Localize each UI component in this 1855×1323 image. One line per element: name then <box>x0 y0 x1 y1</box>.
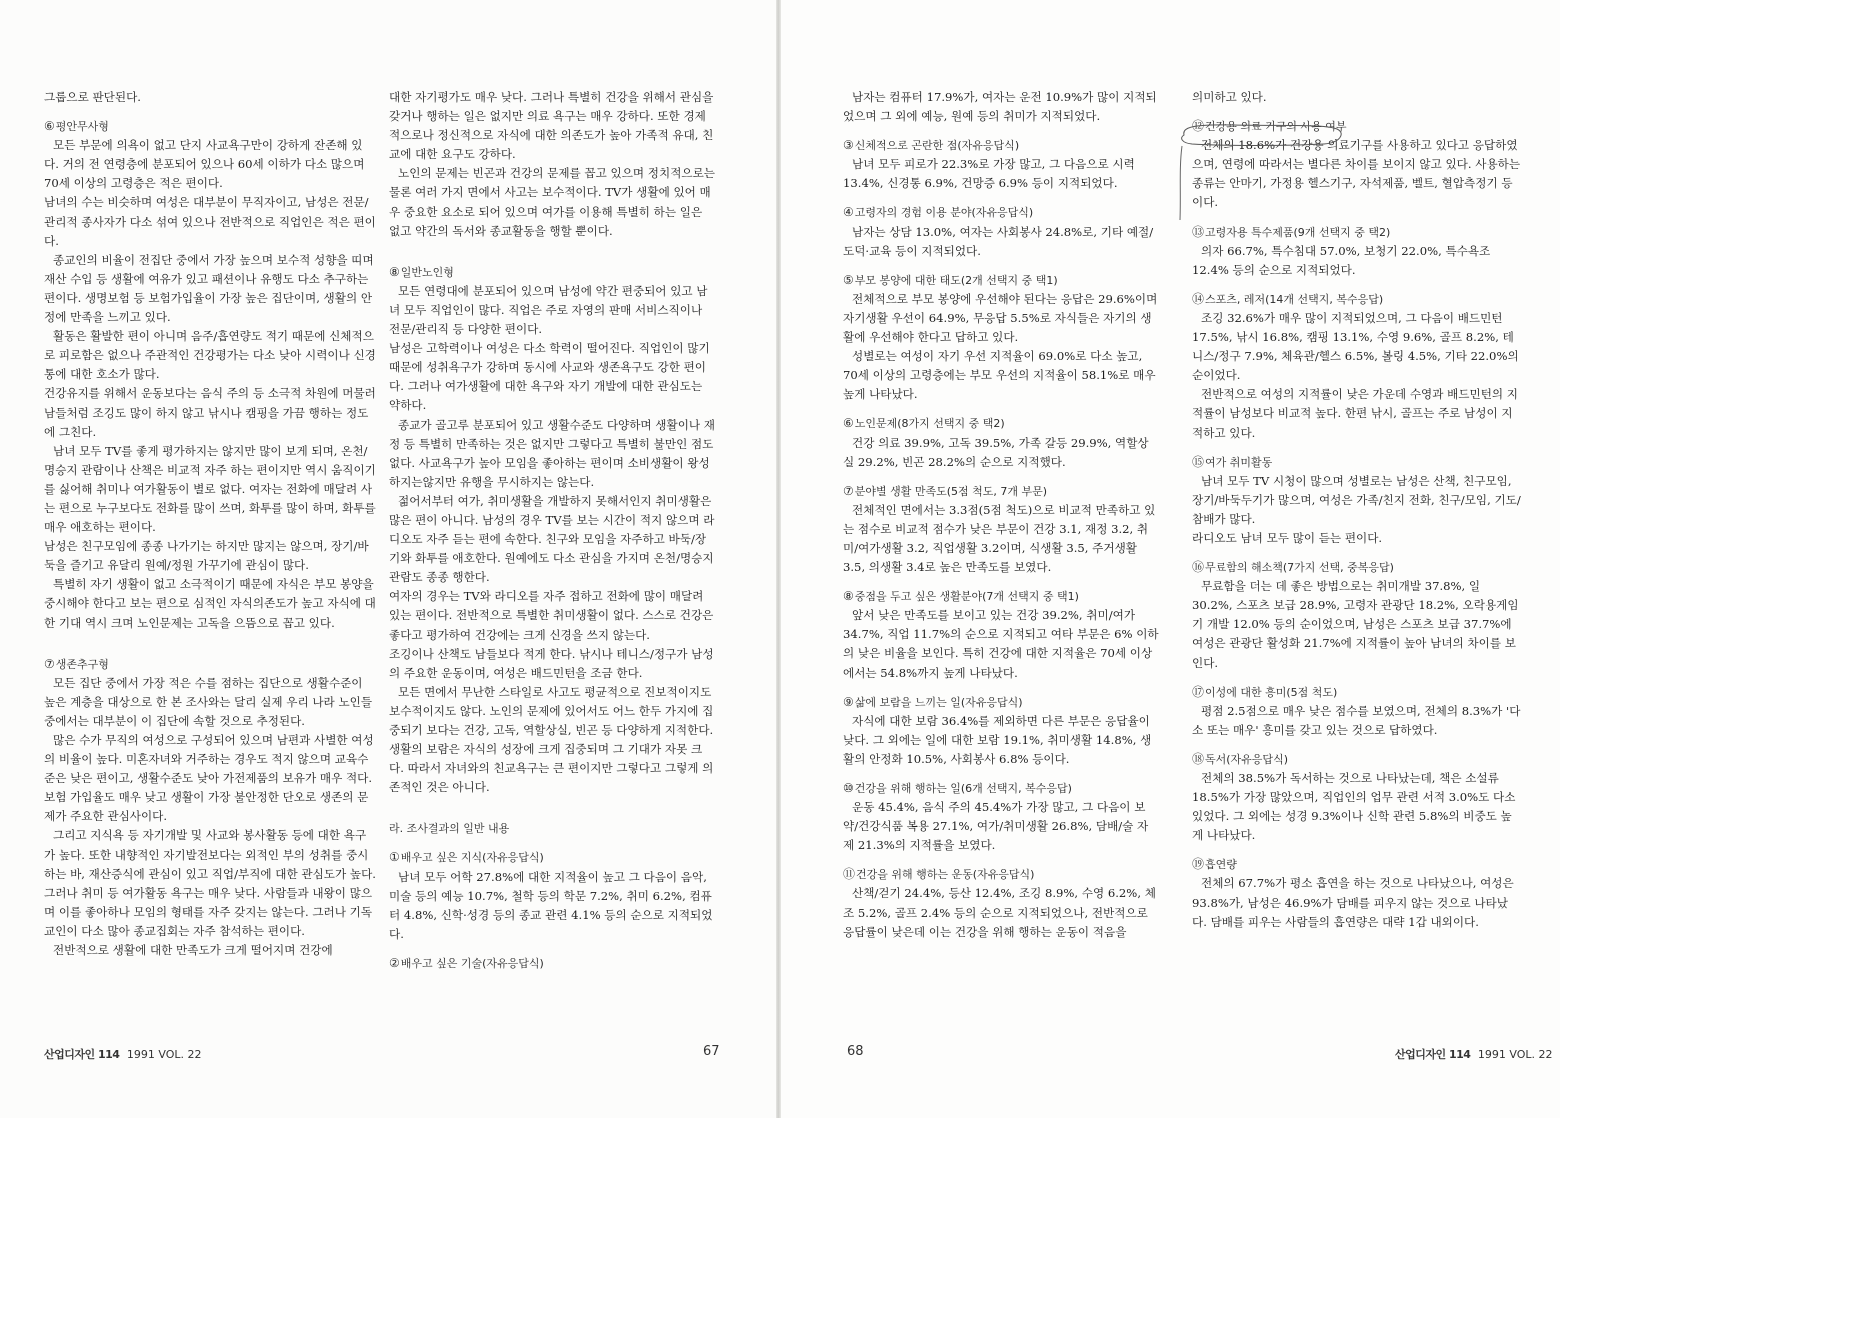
paragraph: 무료함을 더는 데 좋은 방법으로는 취미개발 37.8%, 일 30.2%, 스포츠 보급 28.9%, 고령자 관광단 18.2%, 오락용게임기 개발 12.0% 등의 순이었으며, 남성은 스포츠 보급 37.7%에 여성은 관광단 활성화 21.7%에 지적률이 높아 남녀의 차이를 보인다. <box>1192 579 1519 670</box>
section-title: 노인문제(8가지 선택지 중 택2) <box>854 417 1005 431</box>
paragraph: 여자의 경우는 TV와 라디오를 자주 접하고 전화에 많이 매달려 있는 편이다. 전반적으로 특별한 취미생활이 없다. 스스로 건강은 좋다고 평가하여 건강에는 크게 신경을 쓰지 않는다. <box>389 589 714 642</box>
section-heading <box>1192 290 1522 309</box>
section-heading <box>843 136 1159 155</box>
section-number: ⑩ <box>843 781 854 795</box>
section-number: ⑤ <box>843 272 854 287</box>
paragraph: 남자는 컴퓨터 17.9%가, 여자는 운전 10.9%가 많이 지적되었으며 그 외에 예능, 원예 등의 취미가 지적되었다. <box>843 90 1157 124</box>
paragraph: 남녀의 수는 비슷하며 여성은 대부분이 무직자이고, 남성은 전문/관리적 종사자가 다소 섞여 있으나 전반적으로 직업인은 적은 편이다. <box>44 195 376 248</box>
page-number-right: 68 <box>847 1044 864 1059</box>
section-number: ⑭ <box>1192 291 1205 306</box>
section-heading <box>843 271 1159 290</box>
section-title: 독서(자유응답식) <box>1205 752 1288 766</box>
section-number: ⑦ <box>843 483 854 498</box>
section-heading <box>1192 453 1522 472</box>
paragraph: 종교가 골고루 분포되어 있고 생활수준도 다양하며 생활이나 재정 등 특별히 만족하는 것은 없지만 그렇다고 특별히 불만인 점도 없다. 사교욕구가 높아 모임을 좋아하는 편이며 소비생활이 왕성하지는않지만 유행을 무시하지는 않는다. <box>389 417 715 489</box>
section-heading <box>843 482 1159 501</box>
section-heading <box>843 693 1159 712</box>
paragraph: 전반적으로 여성의 지적률이 낮은 가운데 수영과 배드민턴의 지적률이 남성보다 비교적 높다. 한편 낚시, 골프는 주로 남성이 지적하고 있다. <box>1192 387 1518 440</box>
section-heading <box>1192 683 1522 702</box>
paragraph: 조깅 32.6%가 매우 많이 지적되었으며, 그 다음이 배드민턴 17.5%, 낚시 16.8%, 캠핑 13.1%, 수영 9.6%, 골프 8.2%, 테니스/정구 7.9%, 체육관/헬스 6.5%, 볼링 4.5%, 기타 22.0%의 순이었다. <box>1192 310 1519 383</box>
paragraph: 건강 의료 39.9%, 고독 39.5%, 가족 갈등 29.9%, 역할상실 29.2%, 빈곤 28.2%의 순으로 지적했다. <box>843 435 1149 469</box>
paragraph: 전체적인 면에서는 3.3점(5점 척도)으로 비교적 만족하고 있는 점수로 비교적 점수가 낮은 부문이 건강 3.1, 재정 3.2, 취미/여가생활 3.2, 직업생활 3.2이며, 식생활 3.5, 주거생활 3.5, 의생활 3.4로 높은 만족도를 보였다. <box>843 502 1156 575</box>
left-footer <box>44 1046 202 1062</box>
section-number: ② <box>389 955 400 970</box>
left-page <box>0 0 776 1118</box>
paragraph: 산책/걷기 24.4%, 등산 12.4%, 조깅 8.9%, 수영 6.2%, 체조 5.2%, 골프 2.4% 등의 순으로 지적되었으나, 전반적으로 응답률이 낮은데 이는 건강을 위해 행하는 운동이 적음을 <box>843 886 1156 939</box>
section-title: 흡연량 <box>1205 858 1237 872</box>
paragraph: 모든 부문에 의욕이 없고 단지 사교욕구만이 강하게 잔존해 있다. 거의 전 연령층에 분포되어 있으나 60세 이하가 다소 많으며 70세 이상의 고령층은 적은 편이다. <box>44 138 365 191</box>
section-title: 건강을 위해 행하는 운동(자유응답식) <box>856 868 1035 882</box>
issue-info: 1991 VOL. 22 <box>1477 1048 1553 1061</box>
section-number: ⑧ <box>389 264 400 279</box>
paragraph: 모든 면에서 무난한 스타일로 사고도 평균적으로 진보적이지도 보수적이지도 않다. 노인의 문제에 있어서도 어느 한두 가지에 집중되기 보다는 건강, 고독, 역할상실, 빈곤 등 다양하게 지적한다. 생활의 보람은 자식의 성장에 크게 집중되며 그 기대가 자못 크다. 따라서 자녀와의 친교욕구는 큰 편이지만 그렇다고 그렇게 의존적인 것은 아니다. <box>389 684 714 795</box>
paragraph: 남녀 모두 어학 27.8%에 대한 지적율이 높고 그 다음이 음악, 미술 등의 예능 10.7%, 철학 등의 학문 7.2%, 취미 6.2%, 컴퓨터 4.8%, 신학·성경 등의 종교 관련 4.1% 등의 순으로 지적되었다. <box>389 869 713 941</box>
section-heading <box>44 655 376 674</box>
section-heading <box>389 819 715 838</box>
section-title: 생존추구형 <box>55 657 109 671</box>
section-title: 중점을 두고 싶은 생활분야(7개 선택지 중 택1) <box>854 590 1079 604</box>
paragraph: 남성은 친구모임에 종종 나가기는 하지만 많지는 않으며, 장기/바둑을 즐기고 유달리 원예/정원 가꾸기에 관심이 많다. <box>44 539 369 573</box>
paragraph: 모든 연령대에 분포되어 있으며 남성에 약간 편중되어 있고 남녀 모두 직업인이 많다. 직업은 주로 자영의 판매 서비스직이나 전문/관리직 등 다양한 편이다. <box>389 283 708 337</box>
paragraph: 의미하고 있다. <box>1192 90 1267 104</box>
section-title: 삶에 보람을 느끼는 일(자유응답식) <box>854 695 1023 709</box>
section-number: ③ <box>843 138 854 153</box>
section-number: ⑨ <box>843 694 854 709</box>
paragraph: 많은 수가 무직의 여성으로 구성되어 있으며 남편과 사별한 여성의 비율이 높다. 미혼자녀와 거주하는 경우도 적지 않으며 교육수준은 낮은 편이고, 생활수준도 낮아 가전제품의 보유가 매우 적다. 보험 가입율도 매우 낮고 생활이 가장 불안정한 단오로 생존의 문제가 주요한 관심사이다. <box>44 733 374 824</box>
page-number-left: 67 <box>703 1044 720 1059</box>
paragraph: 남녀 모두 TV 시청이 많으며 성별로는 남성은 산책, 친구모임, 장기/바둑두기가 많으며, 여성은 가족/친지 전화, 친구/모임, 기도/참배가 많다. <box>1192 473 1521 526</box>
paragraph: 앞서 낮은 만족도를 보이고 있는 건강 39.2%, 취미/여가 34.7%, 직업 11.7%의 순으로 지적되고 여타 부문은 6% 이하의 낮은 비율을 보인다. 특히 건강에 대한 지적율은 70세 이상에서는 54.8%까지 높게 나타났다. <box>843 608 1159 680</box>
issue-info: 1991 VOL. 22 <box>126 1048 202 1061</box>
section-heading <box>1192 855 1522 874</box>
paragraph: 전체의 67.7%가 평소 흡연을 하는 것으로 나타났으나, 여성은 93.8%가, 남성은 46.9%가 담배를 피우지 않는 것으로 나타났다. 담배를 피우는 사람들의 흡연량은 대략 1갑 내외이다. <box>1192 876 1514 929</box>
section-title: 라. 조사결과의 일반 내용 <box>389 822 510 836</box>
section-heading <box>1192 223 1522 242</box>
section-number: ⑦ <box>44 656 55 671</box>
section-number: ⑱ <box>1192 751 1205 766</box>
section-number: ⑰ <box>1192 684 1205 699</box>
paragraph: 젊어서부터 여가, 취미생활을 개발하지 못해서인지 취미생활은 많은 편이 아니다. 남성의 경우 TV를 보는 시간이 적지 않으며 라디오도 자주 듣는 편에 속한다. 친구와 모임을 자주하고 바둑/장기와 화투를 애호한다. 원예에도 다소 관심을 가지며 온천/명승지 관람도 종종 행한다. <box>389 493 715 585</box>
section-number: ④ <box>843 205 854 220</box>
section-heading <box>1192 750 1522 769</box>
paragraph: 남녀 모두 피로가 22.3%로 가장 많고, 그 다음으로 시력 13.4%, 신경통 6.9%, 건망증 6.9% 등이 지적되었다. <box>843 157 1135 191</box>
section-title: 이성에 대한 흥미(5점 척도) <box>1205 685 1338 699</box>
section-number: ⑥ <box>843 416 854 431</box>
section-number: ⑪ <box>843 867 856 882</box>
magazine-brand: 산업디자인 114 <box>1395 1048 1471 1061</box>
left-page-column-2 <box>389 88 715 973</box>
section-number: ① <box>389 850 400 865</box>
right-page-column-1 <box>843 88 1159 942</box>
paragraph: 조깅이나 산책도 남들보다 적게 한다. 낚시나 테니스/정구가 남성의 주요한 운동이며, 여성은 배드민턴을 조금 한다. <box>389 646 714 680</box>
section-heading <box>44 117 376 136</box>
section-title: 무료함의 해소책(7가지 선택, 중복응답) <box>1205 561 1394 575</box>
paragraph: 운동 45.4%, 음식 주의 45.4%가 가장 많고, 그 다음이 보약/건강식품 복용 27.1%, 여가/취미생활 26.8%, 담배/술 자제 21.3%의 지적률을 보였다. <box>843 800 1149 853</box>
right-page-column-2 <box>1192 88 1522 932</box>
section-title: 건강용 의료 기구의 사용 여부 <box>1205 120 1347 134</box>
paragraph: 남녀 모두 TV를 좋게 평가하지는 않지만 많이 보게 되며, 온천/명승지 관람이나 산책은 비교적 자주 하는 편이지만 역시 움직이기를 싫어해 취미나 여가활동이 별로 없다. 여자는 전화에 매달려 사는 편으로 누구보다도 전화를 많이 쓰며, 화투를 많이 하며, 화투를 매우 애호하는 편이다. <box>44 443 376 535</box>
section-title: 신체적으로 곤란한 점(자유응답식) <box>854 139 1020 153</box>
section-number: ⑥ <box>44 119 55 134</box>
paragraph: 의자 66.7%, 특수침대 57.0%, 보청기 22.0%, 특수욕조 12.4% 등의 순으로 지적되었다. <box>1192 243 1491 277</box>
paragraph: 자식에 대한 보람 36.4%를 제외하면 다른 부문은 응답율이 낮다. 그 외에는 일에 대한 보람 19.1%, 취미생활 14.8%, 생활의 안정화 10.5%, 사회봉사 6.8% 등이다. <box>843 713 1152 766</box>
right-footer <box>1395 1046 1553 1062</box>
section-title: 여가 취미활동 <box>1205 455 1273 469</box>
section-number: ⑲ <box>1192 857 1205 872</box>
right-page <box>781 0 1560 1118</box>
magazine-brand: 산업디자인 114 <box>44 1048 120 1061</box>
section-title: 고령자용 특수제품(9개 선택지 중 택2) <box>1205 225 1391 239</box>
paragraph: 대한 자기평가도 매우 낮다. 그러나 특별히 건강을 위해서 관심을 갖거나 행하는 일은 없지만 의료 욕구는 매우 강하다. 또한 경제적으로나 정신적으로 자식에 대한 의존도가 높아 가족적 유대, 친교에 대한 요구도 강하다. <box>389 90 714 162</box>
section-number: ⑯ <box>1192 560 1205 575</box>
section-heading <box>843 779 1159 798</box>
section-heading <box>389 954 715 973</box>
paragraph: 남성은 고학력이나 여성은 다소 학력이 떨어진다. 직업인이 많기 때문에 성취욕구가 강하며 동시에 사교와 생존욕구도 강한 편이다. 그러나 여가생활에 대한 욕구와 자기 개발에 대한 관심도는 약하다. <box>389 341 710 413</box>
section-title: 배우고 싶은 지식(자유응답식) <box>400 851 544 865</box>
paragraph: 그리고 지식욕 등 자기개발 및 사교와 봉사활동 등에 대한 욕구가 높다. 또한 내향적인 자기발전보다는 외적인 부의 성취를 중시하는 바, 재산증식에 관심이 있고 직업/부직에 대한 관심도가 높다. 그러나 취미 등 여가활동 욕구는 매우 낮다. 사람들과 내왕이 많으며 이를 좋아하나 모임의 형태를 자주 갖지는 않는다. 그러나 기독교인이 다소 많아 종교집회는 자주 참석하는 편이다. <box>44 828 376 938</box>
section-number: ⑮ <box>1192 454 1205 469</box>
section-heading <box>843 865 1159 884</box>
section-heading <box>843 587 1159 606</box>
section-number: ⑫ <box>1192 119 1205 134</box>
paragraph: 종교인의 비율이 전집단 중에서 가장 높으며 보수적 성향을 띠며 재산 수입 등 생활에 여유가 있고 패션이나 유행도 다소 추구하는 편이다. 생명보험 등 보험가입율이 가장 높은 집단이며, 생활의 안정에 만족을 느끼고 있다. <box>44 252 374 325</box>
paragraph: 전체적으로 부모 봉양에 우선해야 된다는 응답은 29.6%이며 자기생활 우선이 64.9%, 무응답 5.5%로 자식들은 자기의 생활에 우선해야 한다고 답하고 있다. <box>843 291 1158 345</box>
section-number: ⑬ <box>1192 224 1205 239</box>
paragraph: 전체의 38.5%가 독서하는 것으로 나타났는데, 책은 소설류 18.5%가 가장 많았으며, 직업인의 업무 관련 서적 3.0%도 다소 있었다. 그 외에는 성경 9.3%이나 신학 관련 5.8%의 비중도 높게 나타났다. <box>1192 771 1516 843</box>
section-title: 건강을 위해 행하는 일(6개 선택지, 복수응답) <box>854 782 1072 795</box>
paragraph: 활동은 활발한 편이 아니며 음주/흡연량도 적기 때문에 신체적으로 피로함은 없으나 주관적인 건강평가는 다소 낮아 시력이나 신경통에 대한 호소가 많다. <box>44 329 376 382</box>
section-title: 부모 봉양에 대한 태도(2개 선택지 중 택1) <box>854 273 1058 287</box>
section-heading <box>389 848 715 867</box>
section-title: 평안무사형 <box>55 120 109 134</box>
section-title: 일반노인형 <box>400 265 454 279</box>
paragraph: 전반적으로 생활에 대한 만족도가 크게 떨어지며 건강에 <box>53 943 333 958</box>
section-heading <box>1192 117 1522 136</box>
paragraph: 남자는 상담 13.0%, 여자는 사회봉사 24.8%로, 기타 예절/도덕·교육 등이 지적되었다. <box>843 224 1154 258</box>
section-heading <box>843 414 1159 433</box>
paragraph: 모든 집단 중에서 가장 적은 수를 점하는 집단으로 생활수준이 높은 계층을 대상으로 한 본 조사와는 달리 실제 우리 나라 노인들 중에서는 대부분이 이 집단에 속할 것으로 추정된다. <box>44 675 373 728</box>
paragraph: 노인의 문제는 빈곤과 건강의 문제를 꼽고 있으며 정치적으로는 물론 여러 가지 면에서 사고는 보수적이다. TV가 생활에 있어 매우 중요한 요소로 되어 있으며 여가를 이용해 특별히 하는 일은 없고 약간의 독서와 종교활동을 행할 뿐이다. <box>389 166 715 238</box>
paragraph: 라디오도 남녀 모두 많이 듣는 편이다. <box>1192 530 1383 545</box>
paragraph: 건강유지를 위해서 운동보다는 음식 주의 등 소극적 차원에 머물러 남들처럼 조깅도 많이 하지 않고 낚시나 캠핑을 가끔 행하는 정도에 그친다. <box>44 386 376 439</box>
section-title: 분야별 생활 만족도(5점 척도, 7개 부문) <box>854 484 1048 498</box>
paragraph: 전체의 18.6%가 건강용 의료기구를 사용하고 있다고 응답하였으며, 연령에 따라서는 별다른 차이를 보이지 않고 있다. 사용하는 종류는 안마기, 가정용 헬스기구, 자석제품, 벨트, 혈압측정기 등이다. <box>1192 138 1521 210</box>
section-title: 배우고 싶은 기술(자유응답식) <box>400 956 544 970</box>
paragraph: 특별히 자기 생활이 없고 소극적이기 때문에 자식은 부모 봉양을 중시해야 한다고 보는 편으로 심적인 자식의존도가 높고 자식에 대한 기대 역시 크며 노인문제는 고독을 으뜸으로 꼽고 있다. <box>44 577 376 630</box>
section-title: 고령자의 경험 이용 분야(자유응답식) <box>854 206 1034 220</box>
section-heading <box>389 263 715 282</box>
section-title: 스포츠, 레저(14개 선택지, 복수응답) <box>1205 292 1384 306</box>
section-number: ⑧ <box>843 589 854 604</box>
section-heading <box>1192 558 1522 577</box>
left-page-column-1 <box>44 88 376 960</box>
section-heading <box>843 203 1159 222</box>
paragraph: 평점 2.5점으로 매우 낮은 점수를 보였으며, 전체의 8.3%가 '다소 또는 매우' 흥미를 갖고 있는 것으로 답하였다. <box>1192 703 1521 737</box>
paragraph: 성별로는 여성이 자기 우선 지적율이 69.0%로 다소 높고, 70세 이상의 고령층에는 부모 우선의 지적율이 58.1%로 매우 높게 나타났다. <box>843 349 1156 402</box>
paragraph: 그룹으로 판단된다. <box>44 90 141 104</box>
